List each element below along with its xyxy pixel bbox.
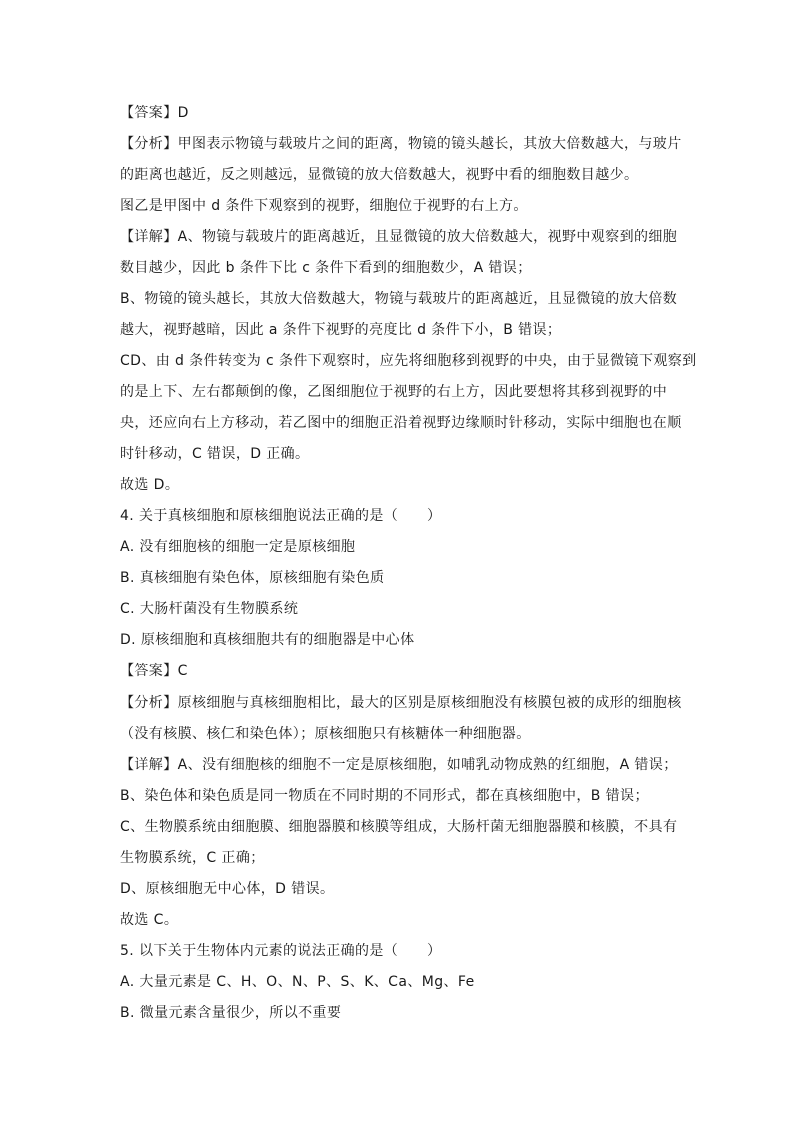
question-4-option-c: C. 大肠杆菌没有生物膜系统	[120, 601, 299, 617]
answer-q3: 【答案】D	[120, 105, 189, 121]
question-5-option-b: B. 微量元素含量很少，所以不重要	[120, 1005, 342, 1021]
analysis-q3-line-2: 的距离也越近，反之则越远，显微镜的放大倍数越大，视野中看的细胞数目越少。	[120, 167, 639, 183]
detail-q3-line-3: B、物镜的镜头越长，其放大倍数越大，物镜与载玻片的距离越近，且显微镜的放大倍数	[120, 291, 678, 307]
answer-q4: 【答案】C	[120, 663, 188, 679]
detail-q4-line-1: 【详解】A、没有细胞核的细胞不一定是原核细胞，如哺乳动物成熟的红细胞，A 错误；	[120, 757, 678, 773]
detail-q3-line-5: CD、由 d 条件转变为 c 条件下观察时，应先将细胞移到视野的中央，由于显微镜下观察到	[120, 353, 697, 369]
question-4-option-b: B. 真核细胞有染色体，原核细胞有染色质	[120, 570, 385, 586]
conclusion-q4: 故选 C。	[120, 912, 179, 928]
detail-q4-line-3: C、生物膜系统由细胞膜、细胞器膜和核膜等组成，大肠杆菌无细胞器膜和核膜，不具有	[120, 819, 678, 835]
question-4-option-d: D. 原核细胞和真核细胞共有的细胞器是中心体	[120, 632, 415, 648]
analysis-q4-line-2: （没有核膜、核仁和染色体）；原核细胞只有核糖体一种细胞器。	[120, 726, 531, 742]
detail-q4-line-2: B、染色体和染色质是同一物质在不同时期的不同形式，都在真核细胞中，B 错误；	[120, 788, 649, 804]
detail-q3-line-2: 数目越少，因此 b 条件下比 c 条件下看到的细胞数少，A 错误；	[120, 260, 532, 276]
analysis-q3-line-1: 【分析】甲图表示物镜与载玻片之间的距离，物镜的镜头越长，其放大倍数越大，与玻片	[120, 136, 682, 152]
detail-q3-line-7: 央，还应向右上方移动，若乙图中的细胞正沿着视野边缘顺时针移动，实际中细胞也在顺	[120, 415, 682, 431]
detail-q3-line-1: 【详解】A、物镜与载玻片的距离越近，且显微镜的放大倍数越大，视野中观察到的细胞	[120, 229, 678, 245]
detail-q3-line-6: 的是上下、左右都颠倒的像，乙图细胞位于视野的右上方，因此要想将其移到视野的中	[120, 384, 668, 400]
analysis-q4-line-1: 【分析】原核细胞与真核细胞相比，最大的区别是原核细胞没有核膜包被的成形的细胞核	[120, 695, 682, 711]
analysis-q3-line-3: 图乙是甲图中 d 条件下观察到的视野，细胞位于视野的右上方。	[120, 198, 528, 214]
detail-q3-line-4: 越大，视野越暗，因此 a 条件下视野的亮度比 d 条件下小，B 错误；	[120, 322, 562, 338]
detail-q4-line-5: D、原核细胞无中心体，D 错误。	[120, 881, 335, 897]
question-4-option-a: A. 没有细胞核的细胞一定是原核细胞	[120, 539, 356, 555]
question-5-option-a: A. 大量元素是 C、H、O、N、P、S、K、Ca、Mg、Fe	[120, 974, 475, 990]
detail-q4-line-4: 生物膜系统，C 正确；	[120, 850, 265, 866]
question-5-stem: 5. 以下关于生物体内元素的说法正确的是（ ）	[120, 943, 442, 959]
conclusion-q3: 故选 D。	[120, 477, 180, 493]
question-4-stem: 4. 关于真核细胞和原核细胞说法正确的是（ ）	[120, 508, 442, 524]
detail-q3-line-8: 时针移动，C 错误，D 正确。	[120, 446, 310, 462]
